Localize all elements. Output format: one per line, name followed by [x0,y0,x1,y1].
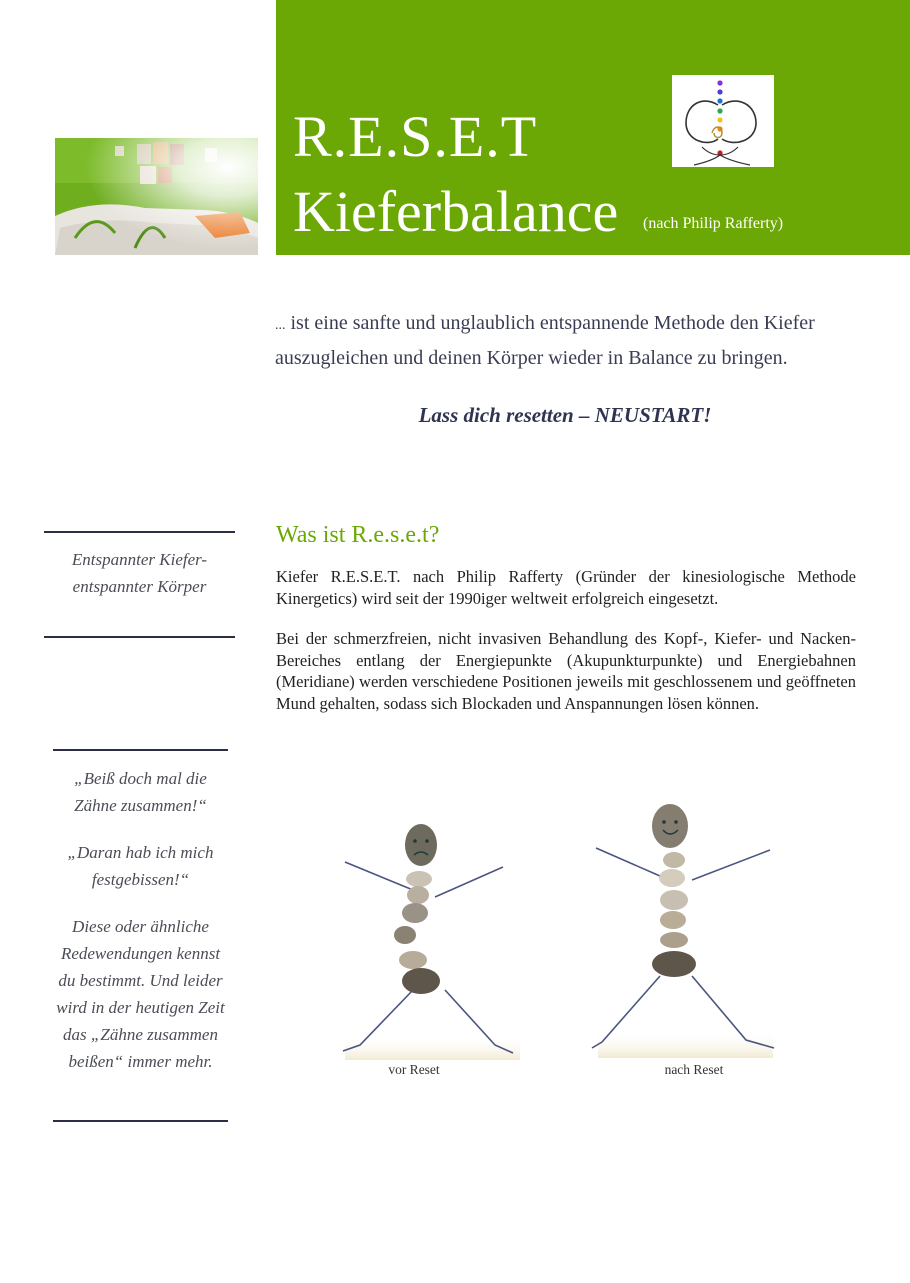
title-subtitle: (nach Philip Rafferty) [643,215,784,232]
sidebar-paragraph: Diese oder ähnliche Redewendungen kennst du bestimmt. Und leider wird in der heutigen Zeit das „Zähne zusammen beißen“ immer mehr. [56,917,225,1071]
section-paragraph: Bei der schmerzfreien, nicht invasiven Behandlung des Kopf-, Kiefer- und Nacken-Bereiches entlang der Energiepunkte (Akupunkturpunkte) und Energiebahnen (Meridiane) werden verschiedene Positionen jeweils mit geschlossenem und geöffneten Mund gehalten, sodass sich Blockaden und Anspannungen lösen können. [276,629,856,713]
sidebar-quote: „Daran hab ich mich festgebissen!“ [67,843,214,889]
sidebar-divider [44,531,235,533]
stone-figure-before-image [335,815,525,1060]
caption-before: vor Reset [388,1062,440,1077]
chakra-figure-logo-icon [672,75,774,167]
sidebar-divider [44,636,235,638]
title-line-2: Kieferbalance [293,179,619,244]
caption-after: nach Reset [664,1062,724,1077]
sidebar-quote: Entspannter Kiefer- entspannter Körper [71,550,208,596]
treatment-room-photo [55,138,258,255]
section-paragraph: Kiefer R.E.S.E.T. nach Philip Rafferty (Gründer der kinesiologische Methode Kinergetics) wird seit der 1990iger weltweit erfolgreich eingesetzt. [276,567,856,608]
logo [672,75,774,167]
slogan: Lass dich resetten – NEUSTART! [418,403,712,427]
sidebar-quote-block [53,765,228,1095]
stone-figure-after-image [588,790,778,1058]
section-heading: Was ist R.e.s.e.t? [276,522,440,548]
intro-text [275,307,865,374]
sidebar-quote: „Beiß doch mal die Zähne zusammen!“ [74,769,207,815]
sidebar-divider [53,1120,228,1122]
title-line-1: R.E.S.E.T [293,104,538,169]
intro-body: ist eine sanfte und unglaublich entspannende Methode den Kiefer auszugleichen und deinen Körper wieder in Balance zu bringen. [275,312,815,369]
sidebar-divider [53,749,228,751]
intro-ellipsis: ... [275,318,286,333]
